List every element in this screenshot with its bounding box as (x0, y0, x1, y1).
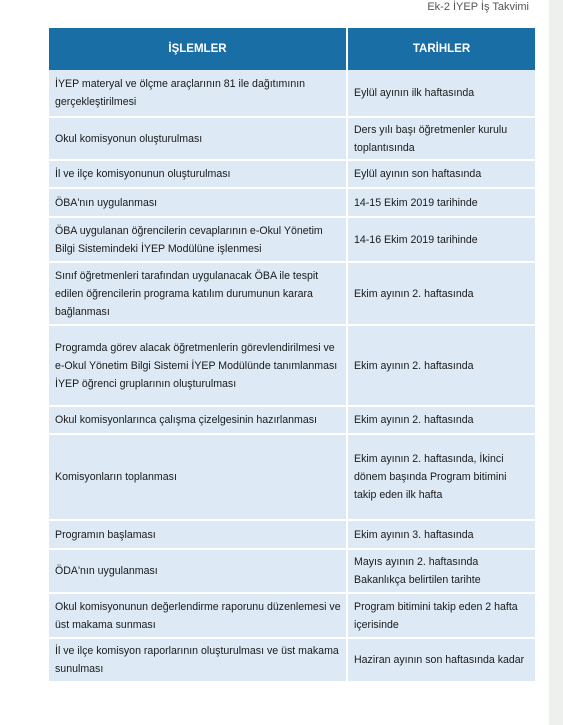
table-cell-tarih: Ekim ayının 3. haftasında (347, 520, 535, 549)
table-cell-islem: Programın başlaması (49, 520, 347, 549)
table-cell-islem: Komisyonların toplanması (49, 434, 347, 520)
table-cell-tarih: 14-16 Ekim 2019 tarihinde (347, 217, 535, 262)
column-header-tarihler: TARİHLER (347, 28, 535, 70)
table-cell-islem: Okul komisyonlarınca çalışma çizelgesinin hazırlanması (49, 406, 347, 434)
table-row (49, 520, 535, 549)
table-row (49, 549, 535, 593)
schedule-table-wrapper (49, 28, 535, 683)
table-row (49, 262, 535, 325)
table-cell-tarih: 14-15 Ekim 2019 tarihinde (347, 188, 535, 217)
table-row (49, 434, 535, 520)
table-row (49, 406, 535, 434)
table-cell-islem: İYEP materyal ve ölçme araçlarının 81 ile dağıtımının gerçekleştirilmesi (49, 70, 347, 117)
page-header: Ek-2 İYEP İş Takvimi (427, 1, 529, 13)
table-cell-tarih: Ekim ayının 2. haftasında (347, 262, 535, 325)
table-row (49, 217, 535, 262)
table-cell-tarih: Eylül ayının ilk haftasında (347, 70, 535, 117)
table-cell-tarih: Mayıs ayının 2. haftasında Bakanlıkça belirtilen tarihte (347, 549, 535, 593)
table-row (49, 117, 535, 160)
table-cell-islem: İl ve ilçe komisyonunun oluşturulması (49, 160, 347, 188)
table-cell-islem: ÖBA'nın uygulanması (49, 188, 347, 217)
table-cell-islem: Okul komisyonunun değerlendirme raporunu düzenlemesi ve üst makama sunması (49, 593, 347, 638)
table-cell-tarih: Ekim ayının 2. haftasında (347, 325, 535, 406)
table-cell-tarih: Ders yılı başı öğretmenler kurulu toplantısında (347, 117, 535, 160)
table-cell-islem: Programda görev alacak öğretmenlerin görevlendirilmesi ve e-Okul Yönetim Bilgi Sistemi İYEP Modülünde tanımlanması İYEP öğrenci gruplarının oluşturulması (49, 325, 347, 406)
table-header-row (49, 28, 535, 70)
table-cell-tarih: Ekim ayının 2. haftasında (347, 406, 535, 434)
column-header-islemler: İŞLEMLER (49, 28, 347, 70)
table-cell-tarih: Eylül ayının son haftasında (347, 160, 535, 188)
table-cell-islem: ÖDA'nın uygulanması (49, 549, 347, 593)
table-row (49, 160, 535, 188)
table-row (49, 188, 535, 217)
table-cell-islem: Sınıf öğretmenleri tarafından uygulanacak ÖBA ile tespit edilen öğrencilerin programa katılım durumunun karara bağlanması (49, 262, 347, 325)
table-row (49, 325, 535, 406)
table-cell-islem: ÖBA uygulanan öğrencilerin cevaplarının e-Okul Yönetim Bilgi Sistemindeki İYEP Modülüne işlenmesi (49, 217, 347, 262)
table-cell-tarih: Haziran ayının son haftasında kadar (347, 638, 535, 682)
schedule-table (49, 28, 535, 683)
table-cell-tarih: Program bitimini takip eden 2 hafta içerisinde (347, 593, 535, 638)
table-cell-islem: Okul komisyonun oluşturulması (49, 117, 347, 160)
table-cell-tarih: Ekim ayının 2. haftasında, İkinci dönem başında Program bitimini takip eden ilk hafta (347, 434, 535, 520)
table-row (49, 638, 535, 682)
table-row (49, 70, 535, 117)
table-cell-islem: İl ve ilçe komisyon raporlarının oluşturulması ve üst makama sunulması (49, 638, 347, 682)
table-row (49, 593, 535, 638)
page-side-strip (549, 0, 563, 725)
